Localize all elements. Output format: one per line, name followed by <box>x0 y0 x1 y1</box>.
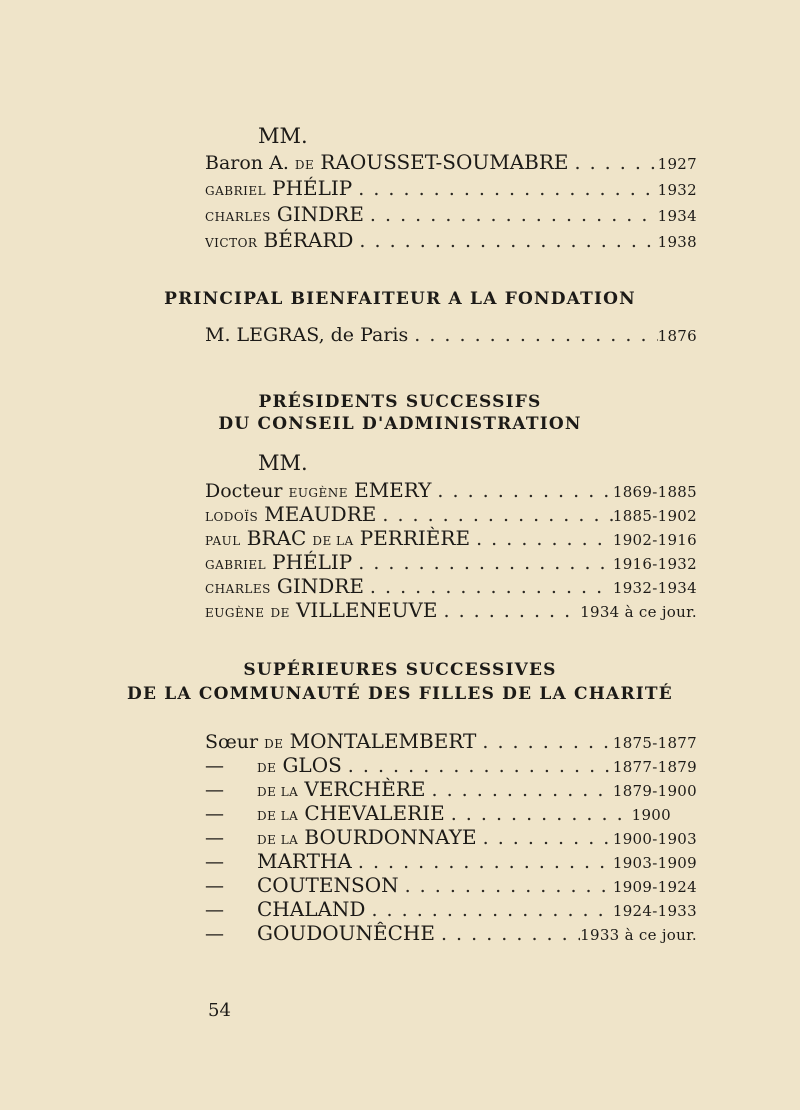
section-heading-superiors-line2: DE LA COMMUNAUTÉ DES FILLES DE LA CHARITÉ <box>127 684 673 704</box>
leader-dots <box>376 504 613 526</box>
list-item: EUGÈNE DE VILLENEUVE . . . 1934 à ce jour. <box>205 598 697 622</box>
year-value: 1902-1916 <box>612 531 697 549</box>
year-value: 1933 à ce jour. <box>580 926 697 944</box>
list-item: M. LEGRAS, de Paris . . . 1876 <box>205 324 697 346</box>
list-item: — CHALAND . . . 1924-1933 <box>205 897 697 921</box>
leader-dots <box>408 324 657 346</box>
section-heading-superiors-line1: SUPÉRIEURES SUCCESSIVES <box>243 660 557 680</box>
year-value: 1900 <box>631 806 671 824</box>
list-item: — DE GLOS . . . 1877-1879 <box>205 753 697 777</box>
leader-dots <box>352 178 657 200</box>
leader-dots <box>364 576 613 598</box>
leader-dots <box>342 755 613 777</box>
list-item: — GOUDOUNÊCHE . . . 1933 à ce jour. <box>205 921 697 945</box>
leader-dots <box>365 899 612 921</box>
year-value: 1885-1902 <box>612 507 697 525</box>
year-value: 1879-1900 <box>612 782 697 800</box>
list-item: — MARTHA . . . 1903-1909 <box>205 849 697 873</box>
section-heading-benefactor: PRINCIPAL BIENFAITEUR A LA FONDATION <box>164 289 636 309</box>
list-item: CHARLES GINDRE . . . 1934 <box>205 202 697 226</box>
leader-dots <box>352 851 613 873</box>
section-heading-presidents-line2: DU CONSEIL D'ADMINISTRATION <box>218 414 582 434</box>
leader-dots <box>445 803 632 825</box>
list-item: GABRIEL PHÉLIP . . . 1916-1932 <box>205 550 697 574</box>
year-value: 1909-1924 <box>612 878 697 896</box>
leader-dots <box>569 152 658 174</box>
leader-dots <box>399 875 613 897</box>
list-item: PAUL BRAC DE LA PERRIÈRE . . . 1902-1916 <box>205 526 697 550</box>
year-value: 1876 <box>657 327 697 345</box>
list-item: VICTOR BÉRARD . . . 1938 <box>205 228 697 252</box>
leader-dots <box>435 923 580 945</box>
list-item: Docteur EUGÈNE EMERY . . . 1869-1885 <box>205 478 697 502</box>
leader-dots <box>364 204 658 226</box>
year-value: 1900-1903 <box>612 830 697 848</box>
leader-dots <box>353 230 657 252</box>
list-item: Baron A. DE RAOUSSET-SOUMABRE . . . 1927 <box>205 150 697 174</box>
list-item: — DE LA VERCHÈRE . . . 1879-1900 <box>205 777 697 801</box>
list-item: Sœur DE MONTALEMBERT . . . 1875-1877 <box>205 729 697 753</box>
year-value: 1927 <box>657 155 697 173</box>
leader-dots <box>431 480 612 502</box>
list-item: — DE LA BOURDONNAYE . . . 1900-1903 <box>205 825 697 849</box>
year-value: 1924-1933 <box>612 902 697 920</box>
list-item: CHARLES GINDRE . . . 1932-1934 <box>205 574 697 598</box>
year-value: 1877-1879 <box>612 758 697 776</box>
year-value: 1932-1934 <box>612 579 697 597</box>
section-heading-presidents-line1: PRÉSIDENTS SUCCESSIFS <box>258 392 542 412</box>
year-value: 1903-1909 <box>612 854 697 872</box>
list-item: GABRIEL PHÉLIP . . . 1932 <box>205 176 697 200</box>
leader-dots <box>426 779 613 801</box>
leader-dots <box>476 731 612 753</box>
leader-dots <box>352 552 613 574</box>
mm-label-1: MM. <box>258 124 308 148</box>
mm-label-2: MM. <box>258 451 308 475</box>
year-value: 1938 <box>657 233 697 251</box>
year-value: 1932 <box>657 181 697 199</box>
leader-dots <box>437 600 580 622</box>
year-value: 1869-1885 <box>612 483 697 501</box>
year-value: 1916-1932 <box>612 555 697 573</box>
page-number: 54 <box>208 1000 231 1021</box>
list-item: — COUTENSON . . . 1909-1924 <box>205 873 697 897</box>
list-item: LODOÏS MEAUDRE . . . 1885-1902 <box>205 502 697 526</box>
year-value: 1934 <box>657 207 697 225</box>
leader-dots <box>477 827 613 849</box>
leader-dots <box>470 528 613 550</box>
year-value: 1875-1877 <box>612 734 697 752</box>
year-value: 1934 à ce jour. <box>580 603 697 621</box>
list-item: — DE LA CHEVALERIE . . . 1900 <box>205 801 697 825</box>
